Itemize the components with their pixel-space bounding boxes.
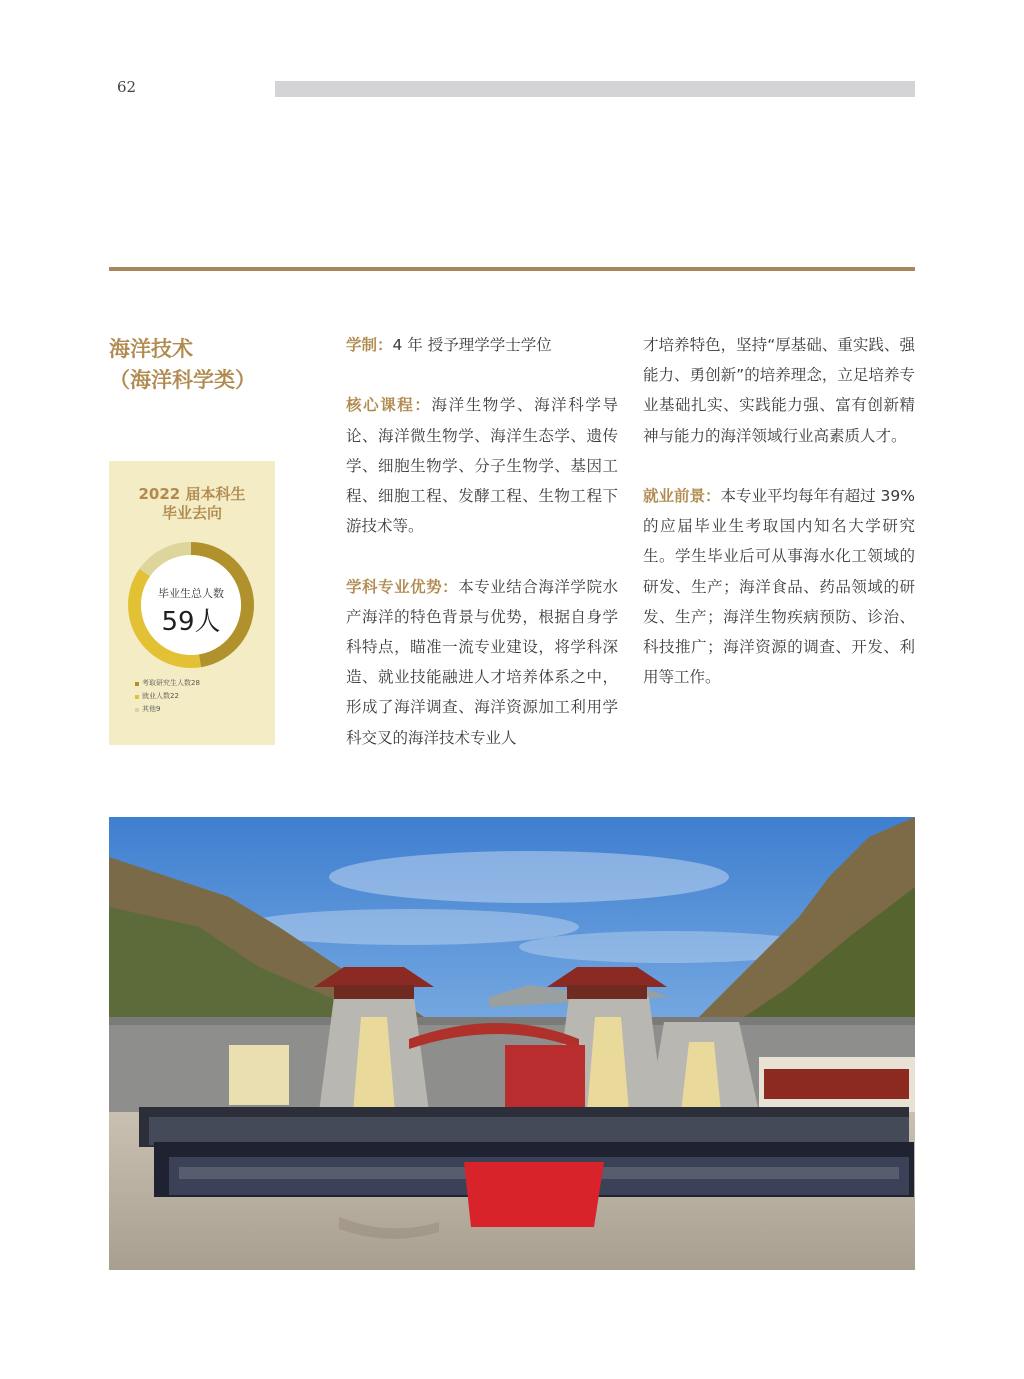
group-photo-illustration xyxy=(109,817,915,1270)
advantage-label: 学科专业优势： xyxy=(346,577,459,596)
advantage-continued-text: 才培养特色，坚持“厚基础、重实践、强能力、勇创新”的培养理念，立足培养专业基础扎实、实践能力强、富有创新精神与能力的海洋领域行业高素质人才。 xyxy=(643,336,915,445)
graduation-stats-panel xyxy=(109,461,275,745)
section-divider xyxy=(109,267,915,271)
text-column-right xyxy=(643,330,915,723)
legend-label: 就业人数22 xyxy=(142,692,179,700)
duration-paragraph xyxy=(346,330,618,360)
donut-center-total: 59人 xyxy=(161,607,221,637)
page-number: 62 xyxy=(117,78,137,96)
core-courses-text: 海洋生物学、海洋科学导论、海洋微生物学、海洋生态学、遗传学、细胞生物学、分子生物学、基因工程、细胞工程、发酵工程、生物工程下游技术等。 xyxy=(346,396,618,536)
program-title xyxy=(109,334,309,396)
stats-heading-line2: 毕业去向 xyxy=(161,504,222,522)
stats-heading-line1: 2022 届本科生 xyxy=(138,485,246,503)
header-bar xyxy=(275,81,915,97)
advantage-paragraph xyxy=(346,572,618,753)
legend-item-other xyxy=(135,703,200,716)
legend-item-graduate-school xyxy=(135,677,200,690)
program-title-line1: 海洋技术 xyxy=(109,337,193,361)
core-courses-label: 核心课程： xyxy=(346,396,432,415)
group-photo xyxy=(109,817,915,1270)
stats-heading xyxy=(109,485,275,523)
legend-label: 考取研究生人数28 xyxy=(142,679,200,687)
legend-swatch xyxy=(135,708,139,712)
duration-label: 学制： xyxy=(346,336,393,354)
program-title-line2: （海洋科学类） xyxy=(109,368,256,392)
donut-center-label: 毕业生总人数 xyxy=(158,587,224,600)
core-courses-paragraph xyxy=(346,390,618,541)
duration-text: 4 年 授予理学学士学位 xyxy=(392,336,552,354)
chart-legend xyxy=(135,677,200,716)
legend-swatch xyxy=(135,682,139,686)
employment-text: 本专业平均每年有超过 39% 的应届毕业生考取国内知名大学研究生。学生毕业后可从事海水化工领域的研发、生产；海洋食品、药品领域的研发、生产；海洋生物疾病预防、诊治、科技推广；海洋资源的调查、开发、利用等工作。 xyxy=(643,487,915,687)
advantage-text: 本专业结合海洋学院水产海洋的特色背景与优势，根据自身学科特点，瞄准一流专业建设，将学科深造、就业技能融进人才培养体系之中，形成了海洋调查、海洋资源加工利用学科交叉的海洋技术专业人 xyxy=(346,577,618,747)
legend-label: 其他9 xyxy=(142,705,161,713)
employment-label: 就业前景： xyxy=(643,487,721,505)
employment-paragraph xyxy=(643,481,915,692)
advantage-continued-paragraph xyxy=(643,330,915,451)
text-column-left xyxy=(346,330,618,783)
legend-item-employed xyxy=(135,690,200,703)
legend-swatch xyxy=(135,695,139,699)
